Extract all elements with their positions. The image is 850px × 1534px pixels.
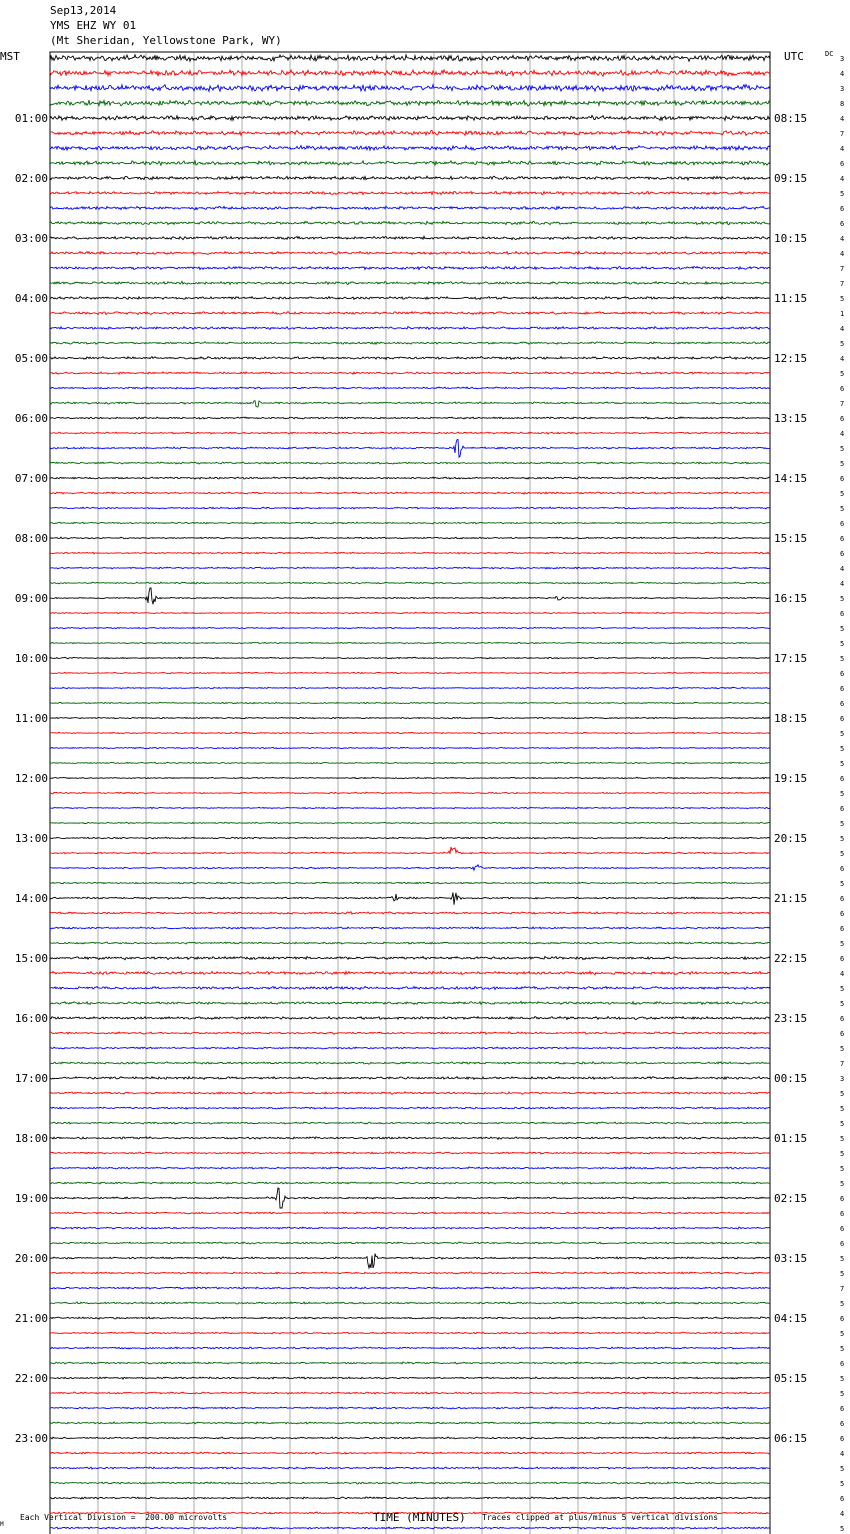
right-hour-label-21:15: 21:15	[774, 892, 808, 905]
dc-offset-12: 4	[840, 235, 845, 243]
trace-27	[50, 462, 770, 464]
left-hour-label-17:00: 17:00	[14, 1072, 48, 1085]
left-hour-label-04:00: 04:00	[14, 292, 48, 305]
dc-offset-7: 6	[840, 160, 845, 168]
right-hour-label-19:15: 19:15	[774, 772, 808, 785]
trace-95	[50, 1482, 770, 1484]
dc-offset-16: 5	[840, 295, 845, 303]
dc-offset-44: 6	[840, 715, 845, 723]
trace-83	[50, 1302, 770, 1304]
left-hour-label-05:00: 05:00	[14, 352, 48, 365]
trace-85	[50, 1332, 770, 1334]
dc-offset-48: 6	[840, 775, 845, 783]
dc-offset-84: 6	[840, 1315, 845, 1323]
trace-91	[50, 1422, 770, 1424]
dc-offset-51: 5	[840, 820, 845, 828]
right-hour-label-02:15: 02:15	[774, 1192, 808, 1205]
dc-offset-45: 5	[840, 730, 845, 738]
trace-14	[50, 266, 770, 269]
trace-38	[50, 627, 770, 629]
trace-21	[50, 372, 770, 374]
dc-offset-26: 5	[840, 445, 845, 453]
left-hour-label-23:00: 23:00	[14, 1432, 48, 1445]
dc-offset-24: 6	[840, 415, 845, 423]
dc-offset-10: 6	[840, 205, 845, 213]
left-hour-label-22:00: 22:00	[14, 1372, 48, 1385]
trace-29	[50, 492, 770, 494]
dc-offset-39: 5	[840, 640, 845, 648]
trace-2	[50, 85, 770, 92]
dc-offset-46: 5	[840, 745, 845, 753]
trace-67	[50, 1062, 770, 1064]
dc-offset-55: 5	[840, 880, 845, 888]
dc-offset-81: 5	[840, 1270, 845, 1278]
trace-11	[50, 221, 770, 224]
trace-57	[50, 912, 770, 914]
dc-offset-71: 5	[840, 1120, 845, 1128]
trace-68	[50, 1077, 770, 1080]
dc-offset-2: 3	[840, 85, 845, 93]
dc-offset-52: 5	[840, 835, 845, 843]
trace-31	[50, 522, 770, 524]
trace-71	[50, 1122, 770, 1124]
trace-87	[50, 1362, 770, 1364]
dc-offset-4: 4	[840, 115, 845, 123]
trace-28	[50, 477, 770, 479]
trace-53	[50, 847, 770, 854]
trace-7	[50, 161, 770, 166]
left-hour-label-16:00: 16:00	[14, 1012, 48, 1025]
trace-74	[50, 1167, 770, 1169]
trace-39	[50, 642, 770, 644]
trace-42	[50, 687, 770, 688]
chart-location: (Mt Sheridan, Yellowstone Park, WY)	[50, 34, 282, 47]
trace-94	[50, 1467, 770, 1469]
dc-offset-86: 5	[840, 1345, 845, 1353]
left-hour-label-06:00: 06:00	[14, 412, 48, 425]
dc-offset-49: 5	[840, 790, 845, 798]
dc-offset-37: 6	[840, 610, 845, 618]
trace-89	[50, 1392, 770, 1394]
trace-77	[50, 1212, 770, 1214]
dc-offset-33: 6	[840, 550, 845, 558]
dc-offset-38: 5	[840, 625, 845, 633]
trace-86	[50, 1347, 770, 1349]
trace-78	[50, 1227, 770, 1229]
trace-4	[50, 115, 770, 120]
right-hour-label-05:15: 05:15	[774, 1372, 808, 1385]
dc-offset-1: 4	[840, 70, 845, 78]
dc-offset-0: 3	[840, 55, 845, 63]
trace-25	[50, 432, 770, 434]
trace-93	[50, 1452, 770, 1454]
trace-0	[50, 55, 770, 62]
dc-offset-63: 5	[840, 1000, 845, 1008]
dc-offset-54: 6	[840, 865, 845, 873]
trace-55	[50, 882, 770, 884]
dc-offset-22: 6	[840, 385, 845, 393]
trace-19	[50, 342, 770, 345]
dc-offset-61: 4	[840, 970, 845, 978]
dc-offset-73: 5	[840, 1150, 845, 1158]
right-hour-label-08:15: 08:15	[774, 112, 808, 125]
trace-56	[50, 893, 770, 905]
right-hour-label-01:15: 01:15	[774, 1132, 808, 1145]
dc-offset-18: 4	[840, 325, 845, 333]
trace-16	[50, 297, 770, 300]
right-hour-label-03:15: 03:15	[774, 1252, 808, 1265]
trace-5	[50, 131, 770, 136]
corner-mark: M	[0, 1521, 4, 1528]
trace-49	[50, 792, 770, 794]
trace-48	[50, 777, 770, 779]
trace-22	[50, 387, 770, 389]
dc-offset-72: 5	[840, 1135, 845, 1143]
dc-offset-32: 6	[840, 535, 845, 543]
dc-offset-77: 6	[840, 1210, 845, 1218]
dc-label: DC	[825, 50, 834, 58]
dc-offset-35: 4	[840, 580, 845, 588]
trace-15	[50, 281, 770, 284]
trace-61	[50, 971, 770, 974]
trace-98	[50, 1527, 770, 1529]
right-hour-label-04:15: 04:15	[774, 1312, 808, 1325]
right-hour-label-06:15: 06:15	[774, 1432, 808, 1445]
trace-96	[50, 1497, 770, 1499]
dc-offset-78: 6	[840, 1225, 845, 1233]
trace-51	[50, 822, 770, 824]
dc-offset-62: 5	[840, 985, 845, 993]
dc-offset-19: 5	[840, 340, 845, 348]
dc-offset-90: 6	[840, 1405, 845, 1413]
dc-offset-50: 6	[840, 805, 845, 813]
dc-offset-3: 8	[840, 100, 845, 108]
dc-offset-92: 6	[840, 1435, 845, 1443]
trace-90	[50, 1407, 770, 1409]
trace-20	[50, 357, 770, 360]
dc-offset-42: 6	[840, 685, 845, 693]
dc-offset-40: 5	[840, 655, 845, 663]
trace-9	[50, 191, 770, 194]
trace-30	[50, 507, 770, 509]
dc-offset-87: 6	[840, 1360, 845, 1368]
trace-73	[50, 1152, 770, 1154]
dc-offset-95: 5	[840, 1480, 845, 1488]
trace-24	[50, 417, 770, 419]
right-hour-label-17:15: 17:15	[774, 652, 808, 665]
dc-offset-9: 5	[840, 190, 845, 198]
scale-note: Each Vertical Division = 200.00 microvolts	[20, 1513, 228, 1522]
right-hour-label-11:15: 11:15	[774, 292, 808, 305]
dc-offset-85: 5	[840, 1330, 845, 1338]
dc-offset-6: 4	[840, 145, 845, 153]
right-hour-label-10:15: 10:15	[774, 232, 808, 245]
trace-13	[50, 252, 770, 255]
trace-76	[50, 1188, 770, 1208]
dc-offset-94: 5	[840, 1465, 845, 1473]
dc-offset-31: 6	[840, 520, 845, 528]
trace-75	[50, 1182, 770, 1184]
dc-offset-27: 5	[840, 460, 845, 468]
dc-offset-82: 7	[840, 1285, 845, 1293]
trace-79	[50, 1242, 770, 1244]
dc-offset-17: 1	[840, 310, 845, 318]
seismic-traces	[50, 55, 770, 1534]
trace-34	[50, 567, 770, 569]
trace-17	[50, 312, 770, 315]
dc-offset-25: 4	[840, 430, 845, 438]
dc-offset-41: 6	[840, 670, 845, 678]
dc-offset-80: 5	[840, 1255, 845, 1263]
dc-offset-34: 4	[840, 565, 845, 573]
trace-92	[50, 1437, 770, 1439]
dc-offset-69: 5	[840, 1090, 845, 1098]
dc-offset-89: 5	[840, 1390, 845, 1398]
right-hour-label-23:15: 23:15	[774, 1012, 808, 1025]
dc-offset-97: 4	[840, 1510, 845, 1518]
left-hour-label-11:00: 11:00	[14, 712, 48, 725]
right-hour-label-20:15: 20:15	[774, 832, 808, 845]
trace-3	[50, 100, 770, 106]
trace-80	[50, 1254, 770, 1268]
dc-offset-91: 6	[840, 1420, 845, 1428]
dc-offset-21: 5	[840, 370, 845, 378]
dc-offset-76: 6	[840, 1195, 845, 1203]
trace-37	[50, 612, 770, 614]
trace-32	[50, 537, 770, 539]
left-hour-label-18:00: 18:00	[14, 1132, 48, 1145]
trace-63	[50, 1001, 770, 1004]
trace-81	[50, 1272, 770, 1274]
dc-offset-65: 6	[840, 1030, 845, 1038]
right-hour-label-15:15: 15:15	[774, 532, 808, 545]
trace-69	[50, 1092, 770, 1095]
trace-36	[50, 588, 770, 604]
dc-offset-96: 6	[840, 1495, 845, 1503]
trace-47	[50, 762, 770, 764]
trace-66	[50, 1047, 770, 1049]
right-hour-label-16:15: 16:15	[774, 592, 808, 605]
left-hour-label-09:00: 09:00	[14, 592, 48, 605]
dc-offset-74: 5	[840, 1165, 845, 1173]
dc-offset-labels	[840, 55, 844, 1534]
dc-offset-13: 4	[840, 250, 845, 258]
dc-offset-60: 6	[840, 955, 845, 963]
right-hour-label-14:15: 14:15	[774, 472, 808, 485]
dc-offset-68: 3	[840, 1075, 845, 1083]
left-hour-label-19:00: 19:00	[14, 1192, 48, 1205]
dc-offset-88: 5	[840, 1375, 845, 1383]
clip-note: Traces clipped at plus/minus 5 vertical divisions	[482, 1513, 719, 1522]
chart-date: Sep13,2014	[50, 4, 117, 17]
trace-84	[50, 1317, 770, 1319]
dc-offset-58: 6	[840, 925, 845, 933]
dc-offset-23: 7	[840, 400, 845, 408]
dc-offset-28: 6	[840, 475, 845, 483]
trace-46	[50, 747, 770, 749]
trace-18	[50, 327, 770, 330]
dc-offset-8: 4	[840, 175, 845, 183]
left-hour-label-14:00: 14:00	[14, 892, 48, 905]
trace-65	[50, 1032, 770, 1035]
trace-50	[50, 807, 770, 809]
trace-82	[50, 1287, 770, 1289]
trace-70	[50, 1107, 770, 1109]
trace-33	[50, 552, 770, 554]
right-hour-label-13:15: 13:15	[774, 412, 808, 425]
trace-8	[50, 176, 770, 180]
dc-offset-66: 5	[840, 1045, 845, 1053]
trace-54	[50, 865, 770, 870]
dc-offset-20: 4	[840, 355, 845, 363]
dc-offset-56: 6	[840, 895, 845, 903]
trace-10	[50, 206, 770, 209]
dc-offset-70: 5	[840, 1105, 845, 1113]
trace-35	[50, 582, 770, 584]
right-hour-label-00:15: 00:15	[774, 1072, 808, 1085]
dc-offset-98: 5	[840, 1525, 845, 1533]
dc-offset-67: 7	[840, 1060, 845, 1068]
trace-45	[50, 732, 770, 733]
left-hour-label-08:00: 08:00	[14, 532, 48, 545]
trace-52	[50, 837, 770, 839]
trace-59	[50, 942, 770, 944]
trace-23	[50, 401, 770, 407]
left-hour-label-03:00: 03:00	[14, 232, 48, 245]
dc-offset-14: 7	[840, 265, 845, 273]
dc-offset-11: 6	[840, 220, 845, 228]
left-hour-label-01:00: 01:00	[14, 112, 48, 125]
left-hour-label-13:00: 13:00	[14, 832, 48, 845]
dc-offset-43: 6	[840, 700, 845, 708]
left-hour-label-15:00: 15:00	[14, 952, 48, 965]
dc-offset-5: 7	[840, 130, 845, 138]
right-timezone-label: UTC	[784, 50, 804, 63]
dc-offset-75: 5	[840, 1180, 845, 1188]
right-hour-label-12:15: 12:15	[774, 352, 808, 365]
dc-offset-47: 5	[840, 760, 845, 768]
trace-26	[50, 439, 770, 457]
left-timezone-label: MST	[0, 50, 20, 63]
dc-offset-30: 5	[840, 505, 845, 513]
left-hour-label-07:00: 07:00	[14, 472, 48, 485]
dc-offset-83: 5	[840, 1300, 845, 1308]
trace-88	[50, 1377, 770, 1379]
trace-58	[50, 927, 770, 929]
left-hour-label-12:00: 12:00	[14, 772, 48, 785]
dc-offset-59: 5	[840, 940, 845, 948]
trace-41	[50, 672, 770, 673]
left-hour-label-20:00: 20:00	[14, 1252, 48, 1265]
trace-1	[50, 70, 770, 76]
dc-offset-15: 7	[840, 280, 845, 288]
trace-40	[50, 657, 770, 659]
left-hour-label-10:00: 10:00	[14, 652, 48, 665]
trace-72	[50, 1137, 770, 1140]
left-hour-label-21:00: 21:00	[14, 1312, 48, 1325]
right-hour-label-09:15: 09:15	[774, 172, 808, 185]
dc-offset-93: 4	[840, 1450, 845, 1458]
chart-station: YMS EHZ WY 01	[50, 19, 137, 32]
trace-12	[50, 236, 770, 239]
dc-offset-57: 6	[840, 910, 845, 918]
right-hour-label-22:15: 22:15	[774, 952, 808, 965]
trace-43	[50, 702, 770, 704]
dc-offset-53: 5	[840, 850, 845, 858]
x-axis-title: TIME (MINUTES)	[373, 1511, 466, 1524]
trace-64	[50, 1017, 770, 1020]
trace-44	[50, 717, 770, 719]
dc-offset-64: 6	[840, 1015, 845, 1023]
left-hour-label-02:00: 02:00	[14, 172, 48, 185]
dc-offset-79: 6	[840, 1240, 845, 1248]
dc-offset-36: 5	[840, 595, 845, 603]
right-hour-label-18:15: 18:15	[774, 712, 808, 725]
trace-6	[50, 146, 770, 151]
dc-offset-29: 5	[840, 490, 845, 498]
trace-62	[50, 987, 770, 990]
trace-60	[50, 957, 770, 960]
